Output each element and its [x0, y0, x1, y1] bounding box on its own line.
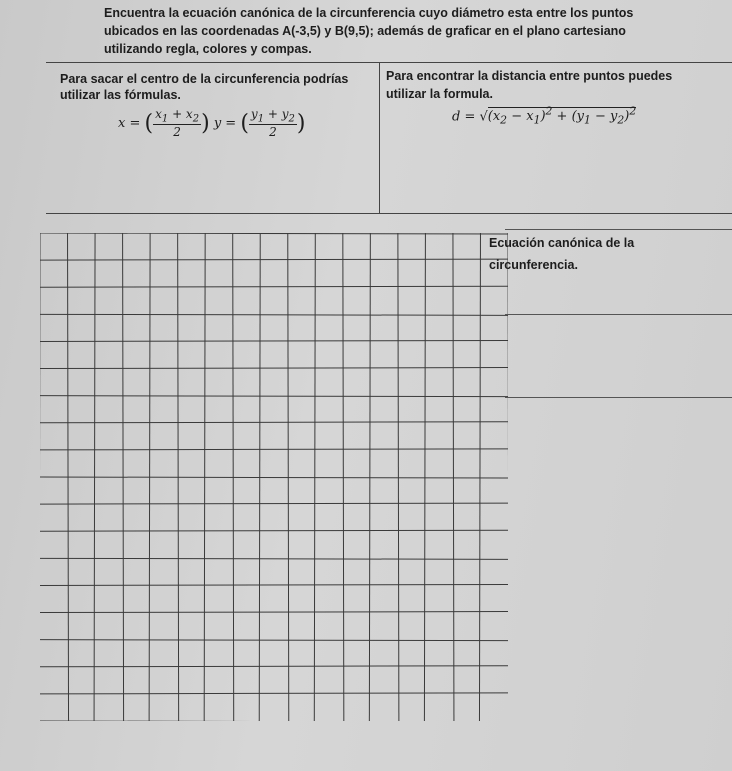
- formula-box: [46, 62, 732, 214]
- grid-vertical-line: [314, 233, 315, 721]
- midpoint-formula: [118, 107, 306, 139]
- answer-line-2[interactable]: [505, 397, 732, 398]
- grid-vertical-line: [453, 233, 454, 721]
- distance-hint-line-1: Para encontrar la distancia entre puntos puedes: [386, 69, 673, 83]
- grid-horizontal-line: [40, 368, 508, 369]
- grid-vertical-line: [343, 233, 344, 721]
- grid-horizontal-line: [40, 530, 508, 531]
- distance-hint-line-2: utilizar la formula.: [386, 87, 493, 101]
- grid-horizontal-line: [40, 640, 508, 641]
- grid-horizontal-line: [40, 314, 508, 315]
- grid-vertical-line: [424, 233, 425, 721]
- grid-horizontal-line: [40, 503, 508, 504]
- grid-vertical-line: [479, 233, 480, 721]
- grid-horizontal-line: [40, 340, 508, 341]
- grid-horizontal-line: [40, 449, 508, 450]
- grid-vertical-line: [369, 233, 370, 721]
- box-divider: [379, 63, 380, 213]
- answer-label-line-2: circunferencia.: [489, 258, 578, 272]
- grid-vertical-line: [398, 233, 399, 721]
- grid-horizontal-line: [40, 396, 508, 397]
- grid-horizontal-line: [40, 259, 508, 260]
- midpoint-formula-y: y = ( $\frac{y_1 + y_2}{2}$ ): [213, 107, 306, 140]
- instructions: [104, 4, 704, 58]
- grid-horizontal-line: [40, 558, 508, 559]
- grid-horizontal-line: [40, 693, 508, 694]
- cartesian-grid[interactable]: [40, 233, 508, 721]
- grid-vertical-line: [288, 233, 289, 721]
- instructions-line-3: utilizando regla, colores y compas.: [104, 42, 312, 56]
- midpoint-formula-x: x = ( $\frac{x_1 + x_2}{2}$ ): [118, 107, 210, 140]
- grid-horizontal-line: [40, 612, 508, 613]
- midpoint-hint-line-1: Para sacar el centro de la circunferencia podrías: [60, 72, 349, 86]
- answer-line-1[interactable]: [505, 314, 732, 315]
- distance-formula: $d = √(x_2 - x_1)^2 + (y_1 - y_2)^2$: [452, 105, 637, 127]
- grid-horizontal-line: [40, 584, 508, 585]
- answer-label-line-1: Ecuación canónica de la: [489, 236, 635, 250]
- answer-section: [489, 232, 729, 276]
- grid-horizontal-line: [40, 286, 508, 287]
- answer-rule-top: [505, 229, 732, 230]
- grid-horizontal-line: [40, 233, 508, 234]
- grid-horizontal-line: [40, 666, 508, 667]
- grid-lines: [40, 233, 508, 721]
- midpoint-hint-line-2: utilizar las fórmulas.: [60, 88, 181, 102]
- distance-hint: [386, 67, 732, 103]
- grid-horizontal-line: [40, 422, 508, 423]
- grid-horizontal-line: [40, 477, 508, 478]
- instructions-line-2: ubicados en las coordenadas A(-3,5) y B(9,5); además de graficar en el plano cartesiano: [104, 24, 626, 38]
- midpoint-hint: [60, 71, 378, 103]
- instructions-line-1: Encuentra la ecuación canónica de la circunferencia cuyo diámetro esta entre los puntos: [104, 6, 634, 20]
